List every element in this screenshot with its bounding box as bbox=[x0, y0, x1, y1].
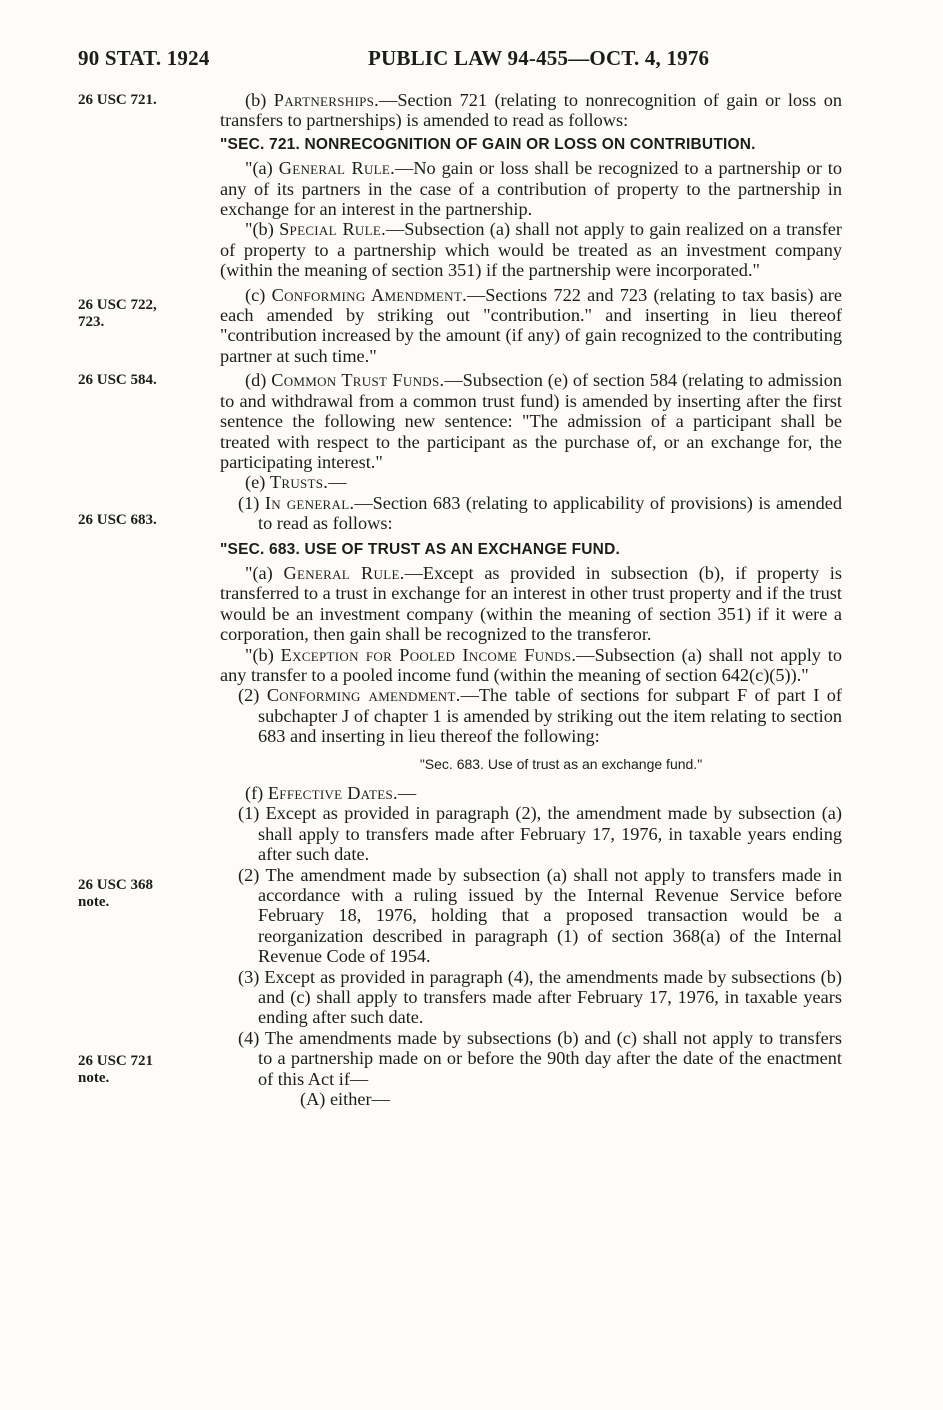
margin-note-sub: note. bbox=[78, 894, 110, 910]
paragraph-d: (d) Common Trust Funds.—Subsection (e) of section 584 (relating to admission to and withdrawal from a common trust fund) is amended by inserting after the first sentence the following new sentence: "The admission of a participant shall be treated with respect to the participant as the purchase of, or an exchange for, the participating interest." bbox=[220, 370, 843, 472]
paragraph-heading: Partnerships. bbox=[273, 90, 380, 110]
paragraph-f-3: (3) Except as provided in paragraph (4), the amendments made by subsections (b) and (c) shall apply to transfers made after February 17, 1976, in taxable years ending after such date. bbox=[238, 966, 842, 1028]
table-of-sections-entry: "Sec. 683. Use of trust as an exchange fund." bbox=[419, 755, 703, 772]
margin-note-26-usc-683 bbox=[78, 512, 208, 529]
margin-note-text: 26 USC 683. bbox=[78, 512, 157, 528]
margin-note-26-usc-722 bbox=[78, 297, 208, 331]
paragraph-e-1: (1) In general.—Section 683 (relating to applicability of provisions) is amended to read as follows: bbox=[238, 492, 842, 534]
paragraph-e-2: (2) Conforming amendment.—The table of sections for subpart F of part I of subchapter J of chapter 1 is amended by striking out the item relating to section 683 and inserting in lieu thereof the following: bbox=[238, 685, 843, 747]
paragraph-f-2: (2) The amendment made by subsection (a) shall not apply to transfers made in accordance with a ruling issued by the Internal Revenue Service before February 18, 1976, holding that a proposed transaction would be a reorganization described in paragraph (1) of section 368(a) of the Internal Revenue Code of 1954. bbox=[238, 864, 842, 967]
paragraph-heading: Effective Dates. bbox=[267, 783, 398, 803]
margin-note-sub: note. bbox=[78, 1070, 110, 1086]
margin-note-26-usc-721 bbox=[78, 92, 208, 109]
paragraph-heading: In general. bbox=[264, 492, 355, 513]
public-law-title: PUBLIC LAW 94-455—OCT. 4, 1976 bbox=[368, 46, 710, 70]
section-683-heading: "SEC. 683. USE OF TRUST AS AN EXCHANGE FUND. bbox=[220, 540, 620, 558]
margin-note-26-usc-368 bbox=[78, 877, 208, 911]
paragraph-f: (f) Effective Dates.— bbox=[245, 783, 417, 803]
paragraph-f-4: (4) The amendments made by subsections (b) and (c) shall not apply to transfers to a partnership made on or before the 90th day after the date of the enactment of this Act if— bbox=[238, 1027, 842, 1089]
paragraph-b: (b) Partnerships.—Section 721 (relating to nonrecognition of gain or loss on transfers to partnerships) is amended to read as follows: bbox=[220, 90, 842, 131]
paragraph-c: (c) Conforming Amendment.—Sections 722 and 723 (relating to tax basis) are each amended by striking out "contribution." and inserting in lieu thereof "contribution increased by the amount (if any) of gain recognized to the contributing partner at such time." bbox=[220, 284, 842, 366]
subparagraph-f-4-A: (A) either— bbox=[300, 1089, 390, 1110]
subsection-heading: Special Rule. bbox=[279, 219, 386, 240]
subsection-heading: Exception for Pooled Income Funds. bbox=[280, 644, 577, 665]
margin-note-text: 26 USC 584. bbox=[78, 372, 157, 388]
paragraph-e: (e) Trusts.— bbox=[245, 472, 347, 493]
paragraph-heading: Conforming Amendment. bbox=[271, 284, 467, 305]
paragraph-heading: Conforming amendment. bbox=[266, 685, 461, 706]
statute-page-number: 90 STAT. 1924 bbox=[78, 46, 210, 70]
margin-note-text: 26 USC 722, bbox=[78, 297, 157, 313]
section-721-subsection-b: "(b) Special Rule.—Subsection (a) shall not apply to gain realized on a transfer of property to a partnership which would be treated as an investment company (within the meaning of section 351) if the partnership were incorporated." bbox=[220, 219, 843, 281]
page-header bbox=[78, 46, 838, 76]
paragraph-heading: Common Trust Funds. bbox=[271, 370, 445, 391]
subsection-heading: General Rule. bbox=[278, 158, 396, 179]
section-683-subsection-b: "(b) Exception for Pooled Income Funds.—Subsection (a) shall not apply to any transfer to a pooled income fund (within the meaning of section 642(c)(5))." bbox=[220, 644, 842, 685]
paragraph-heading: Trusts. bbox=[269, 472, 329, 493]
margin-note-text: 26 USC 721 bbox=[78, 1053, 154, 1069]
margin-note-text: 26 USC 368 bbox=[78, 877, 154, 893]
margin-note-26-usc-584 bbox=[78, 372, 208, 389]
statute-body bbox=[220, 90, 842, 1110]
margin-note-text: 26 USC 721. bbox=[78, 92, 157, 108]
subsection-heading: General Rule. bbox=[283, 562, 405, 583]
margin-note-sub: 723. bbox=[78, 314, 105, 330]
paragraph-f-1: (1) Except as provided in paragraph (2), the amendment made by subsection (a) shall apply to transfers made after February 17, 1976, in taxable years ending after such date. bbox=[238, 803, 842, 865]
margin-note-26-usc-721-note bbox=[78, 1053, 208, 1087]
section-721-heading: "SEC. 721. NONRECOGNITION OF GAIN OR LOSS ON CONTRIBUTION. bbox=[220, 135, 756, 153]
section-721-subsection-a: "(a) General Rule.—No gain or loss shall be recognized to a partnership or to any of its partners in the case of a contribution of property to the partnership in exchange for an interest in the partnership. bbox=[220, 158, 842, 220]
section-683-subsection-a: "(a) General Rule.—Except as provided in subsection (b), if property is transferred to a trust in exchange for an interest in other trust property and if the trust would be an investment company (within the meaning of section 351) if it were a corporation, then gain shall be recognized to the transferor. bbox=[220, 562, 842, 645]
